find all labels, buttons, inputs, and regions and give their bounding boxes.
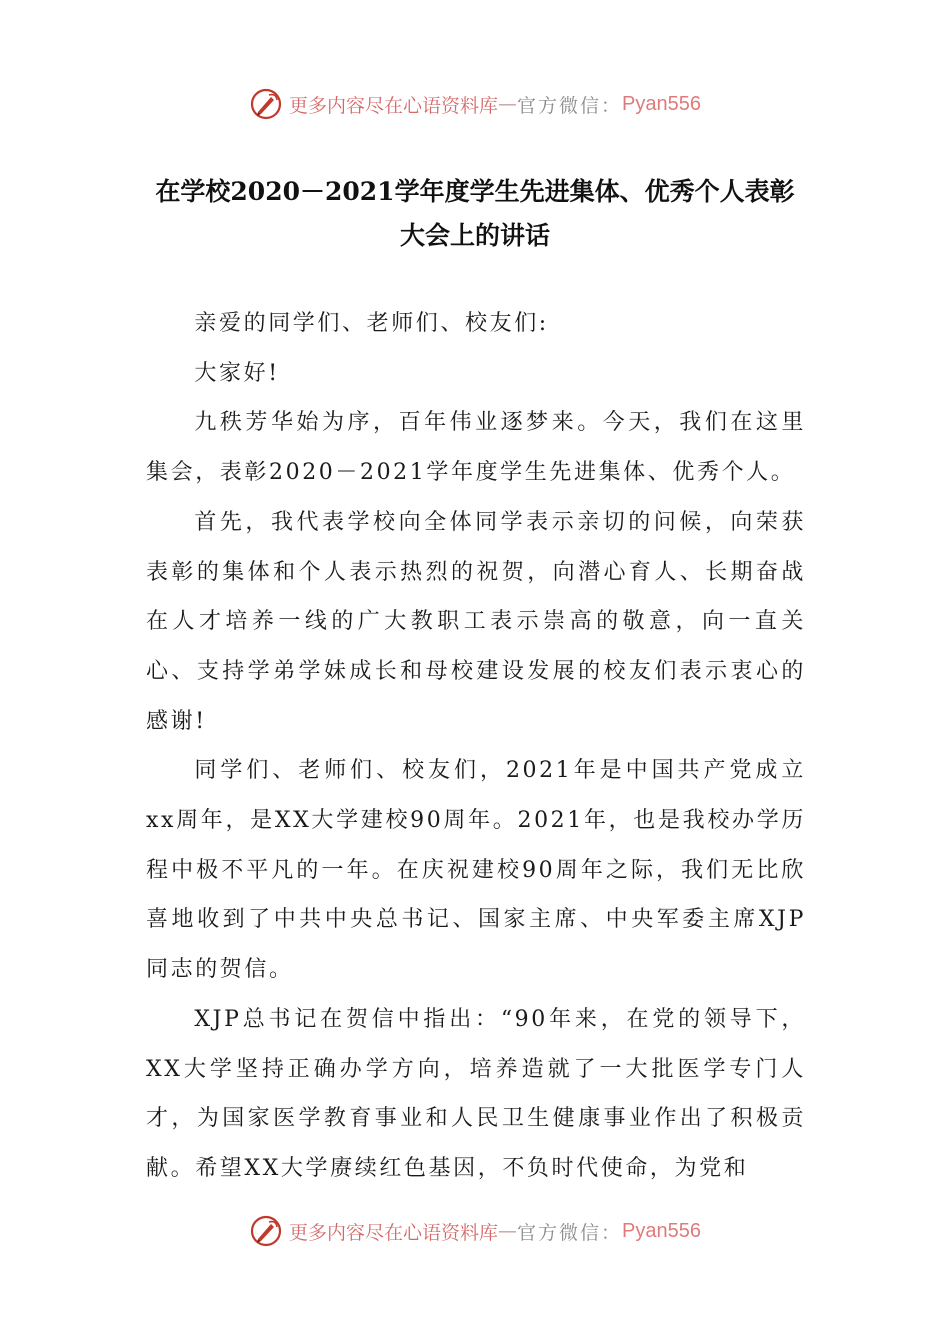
pen-logo-icon — [249, 87, 283, 121]
header-watermark — [0, 84, 950, 124]
footer-watermark — [0, 1211, 950, 1251]
watermark-official-label: 官方微信： — [517, 94, 623, 117]
pen-logo-icon — [249, 1214, 283, 1248]
watermark-separator: — — [498, 93, 518, 115]
document-title: 在学校2020－2021学年度学生先进集体、优秀个人表彰大会上的讲话 — [155, 177, 795, 250]
paragraph: 九秩芳华始为序，百年伟业逐梦来。今天，我们在这里集会，表彰2020－2021学年度学生先进集体、优秀个人。 — [146, 410, 806, 486]
paragraph: 首先，我代表学校向全体同学表示亲切的问候，向荣获表彰的集体和个人表示热烈的祝贺，向潜心育人、长期奋战在人才培养一线的广大教职工表示崇高的敬意，向一直关心、支持学弟学妹成长和母校建设发展的校友们表示衷心的感谢! — [146, 509, 806, 734]
paragraph: 同学们、老师们、校友们，2021年是中国共产党成立xx周年，是XX大学建校90周年。2021年，也是我校办学历程中极不平凡的一年。在庆祝建校90周年之际，我们无比欣喜地收到了中共中央总书记、国家主席、中央军委主席XJP同志的贺信。 — [146, 758, 806, 983]
salutation: 亲爱的同学们、老师们、校友们: — [194, 311, 549, 336]
watermark-brand: 更多内容尽在心语资料库 — [289, 1221, 499, 1244]
watermark-brand: 更多内容尽在心语资料库 — [289, 94, 499, 117]
watermark-wechat-id: Pyan556 — [622, 92, 701, 115]
watermark-wechat-id: Pyan556 — [622, 1219, 701, 1242]
document-body — [146, 299, 806, 1194]
paragraph: XJP总书记在贺信中指出：“90年来，在党的领导下，XX大学坚持正确办学方向，培养造就了一大批医学专门人才，为国家医学教育事业和人民卫生健康事业作出了积极贡献。希望XX大学赓续红色基因，不负时代使命，为党和 — [146, 1006, 806, 1181]
watermark-official-label: 官方微信： — [517, 1221, 623, 1244]
watermark-separator: — — [498, 1220, 518, 1242]
greeting: 大家好! — [194, 360, 280, 386]
